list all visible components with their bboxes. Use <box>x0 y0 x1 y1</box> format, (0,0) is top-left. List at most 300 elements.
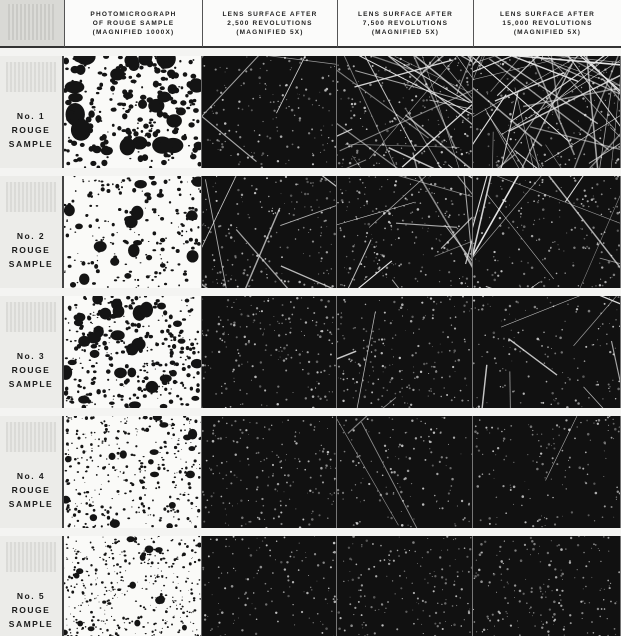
lens-speck <box>554 241 555 242</box>
lens-speck <box>364 396 367 399</box>
lens-speck <box>215 182 216 183</box>
lens-speck <box>538 200 539 201</box>
rouge-particle <box>170 606 172 608</box>
lens-speck <box>591 577 592 578</box>
lens-speck <box>298 229 299 230</box>
rouge-particle <box>65 459 67 461</box>
lens-speck <box>349 178 350 179</box>
lens-speck <box>376 162 377 163</box>
lens-speck <box>476 560 477 561</box>
lens-speck <box>482 296 484 297</box>
lens-speck <box>377 263 378 264</box>
rouge-particle <box>175 107 178 109</box>
lens-speck <box>467 117 469 119</box>
rouge-particle <box>94 490 95 491</box>
rouge-particle <box>162 628 163 629</box>
lens-speck <box>311 518 314 521</box>
lens-speck <box>343 390 345 392</box>
lens-speck <box>392 215 393 216</box>
lens-scratch <box>402 56 472 167</box>
rouge-particle <box>111 406 113 407</box>
rouge-particle <box>99 494 100 495</box>
lens-speck <box>210 469 212 471</box>
rouge-particle <box>64 496 70 504</box>
lens-speck <box>246 393 248 395</box>
lens-speck <box>379 329 380 330</box>
rouge-particle <box>88 393 92 396</box>
rouge-particle <box>110 242 112 243</box>
lens-speck <box>428 396 429 397</box>
rouge-particle <box>104 509 106 511</box>
lens-speck <box>577 544 579 546</box>
lens-speck <box>320 467 323 470</box>
sample-label-line: ROUGE <box>11 125 51 135</box>
lens-speck <box>463 305 465 307</box>
rouge-particle <box>95 218 98 221</box>
rouge-particle <box>73 358 74 359</box>
lens-speck <box>582 618 583 619</box>
rouge-particle <box>66 117 70 122</box>
lens-speck <box>235 570 236 571</box>
rouge-particle <box>66 544 68 545</box>
lens-speck <box>468 612 470 614</box>
lens-speck <box>571 511 573 513</box>
lens-speck <box>271 210 273 212</box>
rouge-particle <box>112 543 114 544</box>
lens-speck <box>473 275 475 277</box>
lens-speck <box>470 537 471 538</box>
rouge-particle <box>84 492 86 494</box>
rouge-particle <box>181 235 183 237</box>
lens-speck <box>360 574 362 576</box>
lens-speck <box>236 203 238 205</box>
lens-speck <box>553 399 554 400</box>
lens-speck <box>280 180 282 182</box>
lens-speck <box>216 124 218 126</box>
lens-speck <box>219 271 221 273</box>
lens-speck <box>374 632 376 634</box>
rouge-particle <box>191 522 192 523</box>
rouge-particle <box>67 482 70 484</box>
lens-speck <box>540 452 542 454</box>
lens-speck <box>559 202 560 203</box>
lens-speck <box>371 344 373 346</box>
lens-speck <box>328 498 329 499</box>
lens-speck <box>515 319 516 320</box>
lens-speck <box>398 309 400 311</box>
lens-speck <box>414 242 415 243</box>
lens-speck <box>584 536 585 537</box>
lens-speck <box>238 101 240 103</box>
lens-speck <box>448 444 449 445</box>
lens-speck <box>248 500 249 501</box>
lens-speck <box>356 190 358 192</box>
lens-speck <box>433 590 435 592</box>
lens-speck <box>325 598 327 600</box>
rouge-particle <box>64 371 71 376</box>
lens-speck <box>502 618 504 620</box>
lens-speck <box>411 221 412 222</box>
rouge-particle <box>178 284 180 286</box>
lens-speck <box>225 71 226 72</box>
rouge-particle <box>137 279 139 281</box>
lens-speck <box>439 281 440 282</box>
lens-speck <box>220 67 221 68</box>
lens-speck <box>606 343 608 345</box>
rouge-particle <box>107 568 108 569</box>
lens-speck <box>360 482 361 483</box>
rouge-particle <box>95 585 96 586</box>
lens-speck <box>400 587 402 589</box>
lens-speck <box>392 338 393 339</box>
lens-speck <box>482 304 484 306</box>
lens-speck <box>224 133 226 135</box>
rouge-particle <box>87 399 91 403</box>
lens-speck <box>455 559 456 560</box>
lens-speck <box>477 574 480 577</box>
lens-speck <box>589 561 590 562</box>
rouge-particle <box>165 610 166 611</box>
rouge-particle <box>98 227 100 229</box>
lens-speck <box>514 132 515 133</box>
lens-speck <box>399 444 401 446</box>
lens-speck <box>231 155 232 156</box>
lens-speck <box>267 591 268 592</box>
rouge-particle <box>101 525 103 527</box>
lens-speck <box>556 273 558 275</box>
rouge-particle <box>137 253 138 254</box>
lens-speck <box>391 229 392 230</box>
rouge-particle <box>64 272 66 273</box>
rouge-particle <box>157 562 159 564</box>
lens-surface <box>337 296 473 408</box>
lens-speck <box>381 406 382 407</box>
rouge-particle <box>120 554 121 555</box>
lens-speck <box>328 110 329 111</box>
rouge-particle <box>92 106 96 109</box>
lens-speck <box>618 431 620 433</box>
lens-speck <box>381 186 382 187</box>
lens-speck <box>245 343 247 345</box>
lens-speck <box>312 395 315 398</box>
rouge-particle <box>86 600 89 602</box>
lens-speck <box>251 109 253 111</box>
lens-speck <box>331 343 332 345</box>
rouge-particle <box>75 619 77 621</box>
lens-speck <box>607 618 608 619</box>
lens-speck <box>301 297 302 298</box>
lens-speck <box>440 302 441 303</box>
lens-scratch <box>473 388 530 408</box>
lens-speck <box>531 267 534 270</box>
lens-speck <box>478 309 480 311</box>
lens-speck <box>432 317 434 319</box>
lens-speck <box>317 334 319 336</box>
lens-speck <box>234 620 235 621</box>
rouge-particle <box>154 580 156 582</box>
lens-speck <box>443 417 445 419</box>
lens-speck <box>221 143 223 145</box>
lens-speck <box>358 601 360 603</box>
rouge-particle <box>77 157 83 161</box>
lens-speck <box>232 505 233 506</box>
rouge-particle <box>134 474 135 475</box>
lens-speck <box>216 89 218 91</box>
lens-speck <box>619 110 620 112</box>
rouge-particle <box>118 448 120 450</box>
lens-speck <box>401 511 402 512</box>
rouge-particle <box>192 347 195 350</box>
rouge-particle <box>175 362 179 366</box>
lens-speck <box>455 595 457 597</box>
lens-speck <box>393 560 395 562</box>
lens-speck <box>603 599 604 600</box>
rouge-particle <box>90 443 93 446</box>
lens-speck <box>344 630 346 632</box>
rouge-particle <box>164 283 167 286</box>
lens-speck <box>609 416 611 417</box>
rouge-particle <box>98 438 100 440</box>
lens-speck <box>235 359 237 361</box>
lens-speck <box>560 605 562 607</box>
rouge-particle <box>74 586 76 588</box>
rouge-particle <box>91 382 95 385</box>
lens-speck <box>384 312 386 314</box>
rouge-particle <box>82 405 87 408</box>
rouge-particle <box>71 369 73 370</box>
lens-speck <box>536 338 539 341</box>
lens-speck <box>614 628 616 630</box>
lens-speck <box>315 100 317 102</box>
lens-speck <box>399 357 401 359</box>
lens-speck <box>341 199 344 202</box>
rouge-particle <box>74 607 76 608</box>
rouge-particle <box>167 129 169 132</box>
lens-speck <box>468 504 470 506</box>
rouge-particle <box>159 272 162 274</box>
lens-speck <box>286 344 288 346</box>
lens-speck <box>415 95 417 97</box>
lens-speck <box>409 76 411 78</box>
rouge-particle <box>153 306 157 309</box>
lens-speck <box>202 299 203 300</box>
rouge-particle <box>133 393 137 396</box>
sample-label-line: SAMPLE <box>8 259 54 269</box>
lens-speck <box>464 133 466 135</box>
rouge-particle <box>90 541 92 543</box>
lens-speck <box>456 116 457 117</box>
lens-speck <box>400 491 403 494</box>
lens-speck <box>569 378 571 380</box>
lens-speck <box>434 586 436 588</box>
lens-speck <box>208 582 209 583</box>
lens-speck <box>295 349 297 351</box>
lens-speck <box>432 346 433 347</box>
rouge-particle <box>121 398 124 400</box>
lens-speck <box>222 326 223 327</box>
lens-speck <box>548 250 550 252</box>
rouge-particle <box>69 465 71 467</box>
lens-speck <box>269 550 271 552</box>
rouge-particle <box>124 216 133 222</box>
lens-speck <box>337 341 338 343</box>
rouge-particle <box>153 81 159 88</box>
rouge-particle <box>161 69 167 73</box>
rouge-particle <box>197 226 199 229</box>
lens-speck <box>349 603 351 605</box>
lens-speck <box>287 575 289 577</box>
lens-speck <box>512 221 514 223</box>
rouge-particle <box>195 239 198 243</box>
lens-speck <box>541 402 543 404</box>
lens-speck <box>573 262 574 263</box>
lens-speck <box>217 272 219 274</box>
lens-surface <box>473 56 621 168</box>
lens-speck <box>490 104 491 105</box>
lens-speck <box>500 270 502 272</box>
lens-speck <box>404 128 405 129</box>
rouge-particle <box>138 234 140 235</box>
rouge-particle <box>145 142 151 147</box>
header-lens-15000 <box>473 0 621 48</box>
rouge-particle <box>114 368 127 379</box>
lens-speck <box>360 501 361 502</box>
lens-speck <box>286 107 287 108</box>
lens-speck <box>330 354 332 356</box>
rouge-particle <box>93 370 97 373</box>
lens-speck <box>545 591 546 592</box>
lens-speck <box>212 352 213 353</box>
rouge-particle <box>153 623 155 625</box>
lens-speck <box>559 209 561 211</box>
lens-speck <box>293 556 295 558</box>
lens-speck <box>589 602 590 603</box>
lens-scratch <box>276 56 320 113</box>
lens-speck <box>362 126 363 127</box>
lens-speck <box>344 301 346 303</box>
rouge-particle <box>118 494 119 495</box>
lens-speck <box>474 621 476 623</box>
rouge-particle <box>80 363 82 364</box>
rouge-particle <box>181 86 184 89</box>
lens-speck <box>346 210 347 211</box>
lens-speck <box>212 111 213 112</box>
lens-speck <box>327 454 328 456</box>
header-line: LENS SURFACE AFTER <box>499 10 596 18</box>
lens-speck <box>432 309 434 311</box>
rouge-particle <box>123 431 125 433</box>
lens-speck <box>449 467 451 469</box>
lens-speck <box>405 224 406 225</box>
rouge-particle <box>77 462 80 465</box>
lens-speck <box>405 330 406 331</box>
rouge-particle <box>170 424 171 425</box>
lens-speck <box>466 152 468 154</box>
lens-speck <box>477 397 478 398</box>
lens-speck <box>344 451 346 453</box>
rouge-particle <box>81 503 82 504</box>
rouge-particle <box>158 215 160 216</box>
rouge-particle <box>156 138 162 143</box>
lens-speck <box>257 486 259 488</box>
lens-speck <box>233 440 235 442</box>
lens-speck <box>575 158 576 159</box>
lens-speck <box>425 223 426 224</box>
rouge-particle <box>127 517 130 519</box>
lens-speck <box>358 634 359 635</box>
lens-speck <box>305 88 307 90</box>
lens-speck <box>363 357 364 358</box>
lens-speck <box>588 310 591 313</box>
rouge-particle <box>146 275 150 278</box>
lens-speck <box>262 152 264 155</box>
sample-label-line: ROUGE <box>11 605 51 615</box>
lens-speck <box>280 135 283 138</box>
lens-speck <box>294 458 295 459</box>
rouge-particle <box>117 232 118 233</box>
lens-speck <box>428 390 430 392</box>
lens-speck <box>271 600 273 602</box>
lens-speck <box>466 556 468 558</box>
rouge-particle <box>74 416 77 418</box>
sample-label-line: No. 1 <box>16 111 46 121</box>
rouge-particle <box>183 272 187 275</box>
rouge-particles <box>64 416 201 528</box>
lens-speck <box>464 377 466 379</box>
lens-speck <box>382 343 384 345</box>
lens-speck <box>246 578 247 579</box>
lens-speck <box>226 68 227 69</box>
lens-speck <box>297 94 298 95</box>
lens-speck <box>342 159 344 161</box>
lens-speck <box>277 160 279 162</box>
rouge-particle <box>183 243 185 244</box>
rouge-particle <box>120 75 126 79</box>
rouge-particle <box>135 104 137 106</box>
lens-speck <box>254 608 256 610</box>
lens-speck <box>432 576 433 577</box>
lens-speck <box>248 521 249 522</box>
lens-speck <box>342 400 344 402</box>
rouge-particle <box>154 276 157 278</box>
lens-speck <box>521 260 523 262</box>
rouge-particle <box>140 465 143 468</box>
lens-speck <box>240 313 242 315</box>
rouge-particle <box>191 298 192 299</box>
lens-speck <box>436 303 437 304</box>
lens-speck <box>433 393 435 395</box>
rouge-photomicrograph <box>64 56 202 168</box>
lens-speck <box>429 615 431 617</box>
lens-speck <box>511 330 512 331</box>
rouge-particle <box>180 459 181 460</box>
lens-speck <box>392 429 393 430</box>
lens-speck <box>592 286 593 287</box>
rouge-particle <box>198 476 201 479</box>
lens-speck <box>586 235 587 236</box>
lens-speck <box>413 623 415 625</box>
lens-speck <box>560 599 562 601</box>
lens-speck <box>558 248 560 250</box>
lens-speck <box>455 538 456 539</box>
rouge-particle <box>168 159 170 161</box>
lens-speck <box>301 78 302 79</box>
rouge-particle <box>89 313 91 315</box>
lens-speck <box>552 112 553 113</box>
rouge-particle <box>166 505 169 507</box>
lens-speck <box>285 176 287 178</box>
lens-speck <box>220 437 223 440</box>
